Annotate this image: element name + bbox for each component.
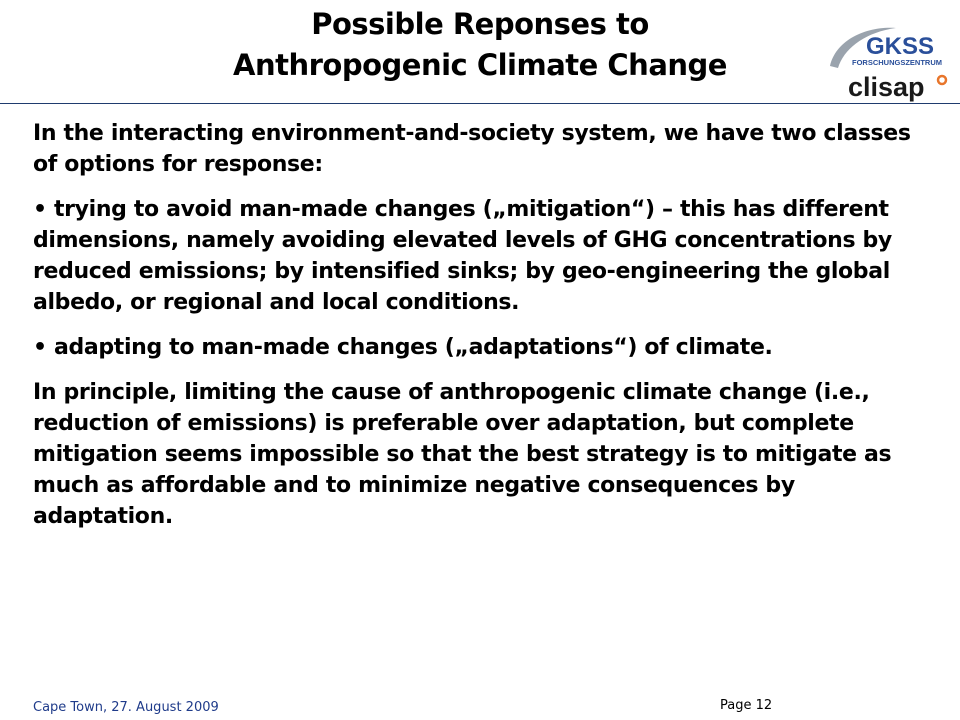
intro-paragraph: In the interacting environment-and-society system, we have two classes of options for response: xyxy=(33,121,911,177)
logo-gkss-text: GKSS xyxy=(866,33,935,60)
title-divider xyxy=(0,103,960,104)
logo-clisap-text: clisap xyxy=(848,72,925,102)
slide-title xyxy=(150,4,810,86)
title-line-2: Anthropogenic Climate Change xyxy=(233,48,727,82)
gkss-clisap-logo xyxy=(826,22,954,104)
footer-page-number: Page 12 xyxy=(720,698,773,713)
logo-orange-dot xyxy=(938,76,946,84)
footer-location-date: Cape Town, 27. August 2009 xyxy=(33,700,219,715)
conclusion-paragraph: In principle, limiting the cause of anthropogenic climate change (i.e., reduction of emissions) is preferable over adaptation, but complete mitigation seems impossible so that the best strategy is to mitigate as much as affordable and to minimize negative consequences by adaptation. xyxy=(33,380,892,529)
adaptation-bullet: • adapting to man-made changes („adaptations“) of climate. xyxy=(33,335,773,360)
mitigation-bullet: • trying to avoid man-made changes („mitigation“) – this has different dimensions, namely avoiding elevated levels of GHG concentrations by reduced emissions; by intensified sinks; by geo-engineering the global albedo, or regional and local conditions. xyxy=(33,197,892,315)
logo-subtitle-text: FORSCHUNGSZENTRUM xyxy=(852,58,942,67)
title-line-1: Possible Reponses to xyxy=(311,7,649,41)
slide-body xyxy=(33,118,938,546)
